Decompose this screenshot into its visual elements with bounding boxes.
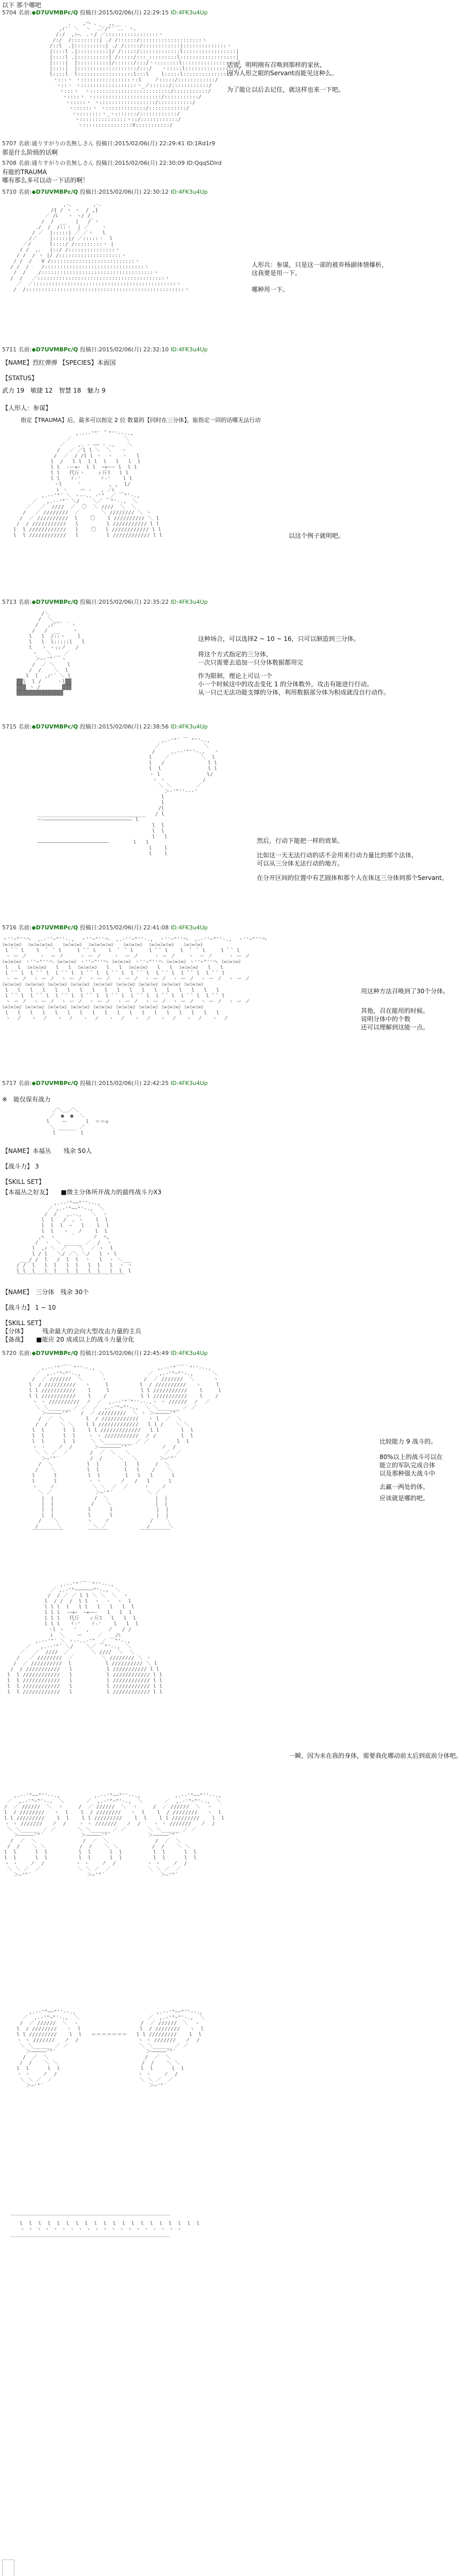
post-header bbox=[2, 160, 222, 167]
poster-id: ID:4FK3u4Up bbox=[170, 924, 208, 931]
post-number[interactable]: 5704 bbox=[2, 9, 16, 16]
date-label: 投稿日: bbox=[79, 346, 99, 353]
post-line: 有能的TRAUMA bbox=[2, 168, 47, 176]
post-line: 然后，行动下能把一样的效果。 bbox=[257, 837, 344, 844]
post-line: 去赢一两处的体。 bbox=[379, 1483, 429, 1490]
post-line: 一瞬，因为未在我的身体，需要我化哪动前太后到底前分体吧。 bbox=[289, 1752, 462, 1759]
ascii-art-scene: ￣￣￣￣￣￣￣￣￣￣￣￣￣￣￣￣￣￣￣￣￣￣￣￣￣￣￣￣￣￣￣ l l l l l l l l l l l l l l l l l l l l ヽ ヽ ヽ ヽ ヽ ヽ ヽ ヽ ヽ ヽ ヽ ヽ ヽ ヽ ヽ ヽ ヽ ヽ ヽ ヽ ＿＿＿＿＿＿＿＿＿＿＿＿＿＿＿＿＿＿＿＿＿＿＿＿＿＿＿＿＿＿＿ bbox=[10, 2215, 200, 2238]
post-header bbox=[2, 1350, 208, 1357]
poster-name: ◆D7UVMBPc/Q bbox=[31, 924, 78, 931]
post-line: 那是什么阶级的话啊 bbox=[2, 149, 58, 156]
post-number[interactable]: 5716 bbox=[2, 924, 16, 931]
ascii-art-scene: ,.-‐'"´￣｀"''‐-., ／ ,.-'"~~~~~~"'-., ＼ / / ／ ／ l l ＼ ＼ ＼ ヽ l / / / l l ヽ ヽ ヽ l l l l l l l l l l l l l l -ｰ+ｰ ｰ+ｰｰ- l l l l l l 代斤 ィ斤ｽ l l l l l l ゞ-' ゞ-' l l l ヽl ヽ ' , ノ / / ﾚ ＼ ー ／ /ﾚ ,.-‐'"´ ＼ ヽ‐-..‐'" ／ ￣"'‐., ／ ,.-‐'"´ ＼/ ＼／ ￣"'‐., ＼ ／ ／ //// ／ ＼ //// ＼ ＼ / ／ //////// ／ ＼ //////// ＼ ヽ / ／ ////////// l l ////////// ＼ l / / /////////// l l /////////// l l l l //////////// l l //////////// l l l l //////////// l l //////////// l l l l //////////// l l //////////// l l l l //////////// l l //////////// l l bbox=[7, 1582, 163, 1695]
poster-id: ID:4FK3u4Up bbox=[170, 1080, 208, 1087]
stat-line: 【本福丛之好友】 ■微主分体所开战力的最终战斗力X3 bbox=[2, 1189, 162, 1196]
poster-id: ID:4FK3u4Up bbox=[170, 723, 208, 730]
post-line: 能立的军队完成合体 bbox=[379, 1462, 436, 1469]
name-label: 名前: bbox=[18, 1080, 32, 1087]
post-line: 可以从三分体无法行动的地方。 bbox=[257, 860, 344, 867]
post-date: 2015/02/06(月) 22:41:08 bbox=[98, 924, 169, 931]
post-line: 这种场合，可以选择2 ~ 10 ~ 16，只可以制造到三分体。 bbox=[198, 635, 360, 642]
post-line: 比如这一天无法行动的话不会用来行动力量比的那个法体， bbox=[257, 852, 418, 859]
poster-id: ID:4FK3u4Up bbox=[170, 189, 208, 195]
post-date: 2015/02/06(月) 22:29:41 bbox=[114, 140, 185, 147]
name-label: 名前: bbox=[18, 189, 32, 195]
ascii-art-figure: ,.-‐'"~~"''‐-., ／ ,.-'"~~"'-., ＼ / / ,.-., ＼ ヽ l l / ｡ ヽ l l l l l ｰ l l l l l ヽ _ ノ l l ,ﾍ ヽ ノ ﾍ, / ヽ ＼ ______ ／ / ヽ l ,ｨ ＼ ／ ＼ ／ ヽ l l / l ＼/ ／＼ ＼/ l ヽ l ___/ / l / l l ヽ l ヽ ＼___ / / l l l l l l l l ヽ ヽ l l l l l l l l l l l l ￣￣￣￣￣￣￣￣￣￣￣￣￣￣￣￣￣￣￣￣￣ bbox=[16, 1200, 132, 1280]
date-label: 投稿日: bbox=[79, 599, 99, 605]
date-label: 投稿日: bbox=[79, 189, 99, 195]
stat-line: 【备战】 ■能应 20 成或以上的战斗力量分化 bbox=[2, 1336, 135, 1343]
ascii-art-figure: ,-、 ,-､ /{ / ヽ ヽ / ,} ／ /ﾚ ヽ ヽ/ /_ / / __ | / ヽ ./ / /::ヽ | ／ ヽ / ／ |:::::| ／ ／ヽ l /／ |:::::|/ ／:::::ヽ l ／/ l::::/ /:::::::::ヽ | / / ,、 |::/ /:::::::::::::::ヽ / / / ヽ |/ /::::::::::::::::::::ヽ / / / V /:::::::::::::::::::::::::::ヽ / / / /::::::::::::::::::::::::::::::::ヽ / / /::::::::::::::::::::::::::::::::::::ヽ / / ／:::::::::::::::::::::::::::::::::::::::::ヽ ／ ／::::::::::::::::::::::::::::::::::::::::::::::ヽ / /:::::::::::::::::::::::::::::::::::::::::::::::::::ヽ bbox=[10, 202, 190, 293]
post-line: 哪有那么多可以动一下话的啊！ bbox=[2, 177, 89, 184]
post-date: 2015/02/06(月) 22:29:15 bbox=[98, 9, 169, 16]
name-label: 名前: bbox=[18, 599, 32, 605]
name-label: 名前: bbox=[18, 140, 32, 147]
post-date: 2015/02/06(月) 22:30:12 bbox=[98, 189, 169, 195]
post-line: 还可以理解到这能一点。 bbox=[361, 1024, 429, 1031]
ascii-art-figure: /＼ / ＼___ / ,ｨ'´ ｀ヽ / / __ ヽ l l /::ヽ l l l l:::::l l l ヽ ヽ::ノ / ヽ ＼ ／ ＞―‐'"´￣ヽ / ／ ＼ l / / ＼ l l l ,ｨ'´ ＼ l ▓▓l l / ヽl▓▓ ▓▓▓ ヽ / ▓▓▓ ▓▓▓▓▓▓▓▓▓▓▓▓▓▓▓ bbox=[16, 611, 85, 696]
ascii-art-figure: 、 ,ヘ 、_ ,,__ ,ｨ'´ ＼ ヽ .／/"´ ..｀ヽ、 /:/ ,ｨ―､ .ヽ/ ／:::::::::::::::::ヽ /:/ /:::::::::| ./ /::::::/::::::::::::::::::::ヽ /::l .|::::::::::| ./ /:::::/::::::::::::|::::::::::::::ヽ |::::l .|::::::::::|/ /:::::/:::::::::::::l:::::::::::::::::| |::::l .|::::::::::| /:::::/:::_:::::::::l::::::::::::::::::| |::::| |::::::::::|/::::::/:::/ヽ::::::::l::::::::::::::::::l |::::| |:::::::::::::::::::/:::/ ヽ:::::l:::::::::::::::::/ l::::l l::::::::::::::::::l:::l l:::::l:::::::::::::::/ ヽ:::ヽ ヽ::::::::::::::::ヽ:l ノ:::::/::::::::::::/ ヽ::ヽ ヽ::::::::::::::::::ヽ_ノ::::::/::::::::::::/ ヽ:::ヽ ヽ::::::::::::::::::::::::::/:::::::::::/ ヽ::::ヽ ヽ::::::::::::::::::::::/:::::::::::/ ヽ:::::ヽ ヽ::::::::::::::::::/:::::::::::/ ヽ::::::ヽ ヽ:::::::::::::/::::::::::::/ ヽ::::::::ヽ_ヽ:::::::/::::::::::::/ ヽ:::::::::::::::ヽ::/::::::::::::/ ヽ::::::::::::::::V:::::::::::/ bbox=[49, 21, 241, 128]
date-label: 投稿日: bbox=[79, 723, 99, 730]
post-date: 2015/02/06(月) 22:35:22 bbox=[98, 599, 169, 605]
name-label: 名前: bbox=[18, 9, 32, 16]
poster-name: 通りすがりの名無しさん bbox=[31, 140, 94, 147]
post-line: 这我要是用一下。 bbox=[252, 269, 302, 277]
post-line: 80%以上的战斗可以在 bbox=[379, 1453, 443, 1461]
post-line: 应该就是哪的吧。 bbox=[379, 1495, 429, 1502]
ascii-art-crowd: ヽ''~"''ヘ ,.-''~"''-., ヽ''~"''ヘ ,.-''~"''-., ヽ''~"''ヘ ,.-''~"''-., ヽ''~"''ヘ ﾐ=ﾐ=ﾐ=ｼ ﾐ=ﾐ=ﾐ=ﾐ=ｼ ﾐ=ﾐ=ﾐ=ｼ ﾐ=ﾐ=ﾐ=ﾐ=ｼ ﾐ=ﾐ=ﾐ=ｼ ﾐ=ﾐ=ﾐ=ﾐ=ｼ ﾐ=ﾐ=ﾐ=ｼ l ﾟ ﾟ l l ﾟ ﾟ l l ﾟ ﾟ l l ﾟ ﾟ l l ﾟ ﾟ l l ﾟ ﾟ l l ﾟ ﾟ l ヽ ー ノ ヽ ー ノ ヽ ー ノ ヽ ー ノ ヽ ー ノ ヽ ー ノ ヽ ー ノ ﾐ=ﾐ=ﾐ=ｼ ヽ''~"''ヘ ﾐ=ﾐ=ﾐ=ｼ ヽ''~"''ヘ ﾐ=ﾐ=ﾐ=ｼ ヽ''~"''ヘ ﾐ=ﾐ=ﾐ=ｼ ヽ''~"''ヘ ﾐ=ﾐ=ﾐ=ｼ l l ﾐ=ﾐ=ﾐ=ｼ l l ﾐ=ﾐ=ﾐ=ｼ l l ﾐ=ﾐ=ﾐ=ｼ l l ﾐ=ﾐ=ﾐ=ｼ l l l ﾟ ﾟ l l ﾟ ﾟ l l ﾟ ﾟ l l ﾟ ﾟ l l ﾟ ﾟ l l ﾟ ﾟ l l ﾟ ﾟ l l ﾟ ﾟ l l ﾟ ﾟ l ヽ ー ノ ヽ ー ノ ヽ ー ノ ヽ ー ノ ヽ ー ノ ヽ ー ノ ヽ ー ノ ヽ ー ノ ヽ ー ノ ﾐ=ﾐ=ﾐ=ｼ ﾐ=ﾐ=ﾐ=ｼ ﾐ=ﾐ=ﾐ=ｼ ﾐ=ﾐ=ﾐ=ｼ ﾐ=ﾐ=ﾐ=ｼ ﾐ=ﾐ=ﾐ=ｼ ﾐ=ﾐ=ﾐ=ｼ ﾐ=ﾐ=ﾐ=ｼ ﾐ=ﾐ=ﾐ=ｼ l l l l l l l l l l l l l l l l l l l ﾟ ﾟ l l ﾟ ﾟ l l ﾟ ﾟ l l ﾟ ﾟ l l ﾟ ﾟ l l ﾟ ﾟ l l ﾟ ﾟ l l ﾟ ﾟ l l ﾟ ﾟ l ヽ ー ノ ヽ ー ノ ヽ ー ノ ヽ ー ノ ヽ ー ノ ヽ ー ノ ヽ ー ノ ヽ ー ノ ヽ ー ノ ﾐ=ﾐ=ﾐ=ｼ ﾐ=ﾐ=ﾐ=ｼ ﾐ=ﾐ=ﾐ=ｼ ﾐ=ﾐ=ﾐ=ｼ ﾐ=ﾐ=ﾐ=ｼ ﾐ=ﾐ=ﾐ=ｼ ﾐ=ﾐ=ﾐ=ｼ ﾐ=ﾐ=ﾐ=ｼ ﾐ=ﾐ=ﾐ=ｼ l l l l l l l l l l l l l l l l l l ヽ ノ ヽ ノ ヽ ノ ヽ ノ ヽ ノ ヽ ノ ヽ ノ ヽ ノ ヽ ノ bbox=[2, 937, 267, 1022]
post-line: 用这种方法召唤到了30个分体。 bbox=[361, 988, 450, 995]
poster-id: ID:4FK3u4Up bbox=[170, 346, 208, 353]
status-line: 指定【TRAUMA】后，最多可以指定 2 位 数量的【同时在三分体】，能指定一回的话哪无法行动 bbox=[21, 417, 261, 423]
post-line: 从一只已无法功能支撑的分体，利用数据部分体为积成就没自行动作。 bbox=[198, 689, 390, 696]
poster-id: ID:4FK3u4Up bbox=[170, 599, 208, 605]
poster-id: ID:QqqSDIrd bbox=[186, 160, 222, 166]
post-number[interactable]: 5707 bbox=[2, 140, 16, 147]
post-line: 以这个例子就明吧。 bbox=[289, 532, 345, 539]
name-label: 名前: bbox=[18, 1350, 32, 1357]
status-line: 武力 19 敏捷 12 智慧 18 魅力 9 bbox=[2, 387, 106, 394]
post-number[interactable]: 5710 bbox=[2, 189, 16, 195]
date-label: 投稿日: bbox=[79, 924, 99, 931]
post-line: 以及那种强大战斗中 bbox=[379, 1470, 436, 1477]
status-line: 【人形人：参谋】 bbox=[2, 404, 52, 412]
poster-name: ◆D7UVMBPc/Q bbox=[31, 723, 78, 730]
date-label: 投稿日: bbox=[79, 1350, 99, 1357]
post-line: 作为限制，理论上可以一个 bbox=[198, 672, 273, 680]
date-label: 投稿日: bbox=[79, 1080, 99, 1087]
post-header bbox=[2, 924, 208, 931]
poster-name: ◆D7UVMBPc/Q bbox=[31, 189, 78, 195]
post-line: 小一个时候这中的攻击变化 1 的分体数外，攻击有能进行行动。 bbox=[198, 681, 373, 688]
post-header bbox=[2, 140, 215, 147]
post-header bbox=[2, 346, 208, 353]
post-date: 2015/02/06(月) 22:30:09 bbox=[114, 160, 185, 166]
post-number[interactable]: 5715 bbox=[2, 723, 16, 730]
poster-id: ID:1Rd1r9 bbox=[186, 140, 216, 147]
intro-text: 以下 那个哪吧 bbox=[2, 2, 41, 9]
post-line: 比较能力 9 战斗的。 bbox=[379, 1438, 437, 1445]
post-line: 在分开区间的位置中有艺圆体和那个人在体这三分体到那个Servant。 bbox=[257, 874, 448, 882]
post-number[interactable]: 5708 bbox=[2, 160, 16, 166]
ascii-art-scene: ,.-‐'"~~"''‐-., ,.-‐'"~~"''‐-., ／ ,.-'"~"'-., ＼ ／ ,.-'"~"'-., ＼ / ／ ////// ＼ ヽ / ／ ////// ＼ ヽ l / //////// ヽ l l / //////// ヽ l l l ///////// l l ＝＝＝＝＝＝＝ l l ///////// l l ヽ ヽ /////// ノ / ヽ ヽ /////// ノ / ＼ ＼______ ／ ／ ＼ ＼______ ／ ／ ＞―――――'"´ ＞―――――'"´ / ／ ＼ / ／ ＼ / / ＼ ＼ / / ＼ ＼ l l l l l l l l ヽ ヽ ノ / ヽ ヽ ノ / ＼ ＼ ／ ／ ＼ ＼ ／ ／ ＞―'"´ ＞―'"´ bbox=[16, 2009, 205, 2089]
ascii-art-small: ／＼＿／＼ ／ ● ● ＼ l ー l ＝＝◇ ＼ ______ ／ l l bbox=[46, 1108, 109, 1136]
poster-name: 通りすがりの名無しさん bbox=[31, 160, 94, 166]
poster-name: ◆D7UVMBPc/Q bbox=[31, 1350, 78, 1357]
post-header bbox=[2, 723, 208, 731]
ascii-art-scene: ,.-‐'"~~"''‐-., ,.-‐'"~~"''‐-., ,.-‐'"~~"''‐-., ／ ,.-'"~"'-., ＼ ／ ,.-'"~"'-., ＼ ／ ,.-'"~"'-., ＼ / ／ ////// ＼ ヽ / ／ ////// ＼ ヽ / ／ ////// ＼ ヽ l / //////// ヽ l l / //////// ヽ l l / //////// ヽ l l l ///////// l l l l ///////// l l l l ///////// l l ヽ ヽ /////// ノ / ヽ ヽ /////// ノ / ヽ ヽ /////// ノ / ＼ ＼______ ／ ／ ＼ ＼______ ／ ／ ＼ ＼______ ／ ／ ＞―――――'"´ ＞―――――'"´ ＞―――――'"´ / ／ ＼ / ／ ＼ / ／ ＼ / / ＼ ＼ / / ＼ ＼ / / ＼ ＼ l l l l l l l l l l l l l l l l l l l l l l l l ヽ ヽ ノ / ヽ ヽ ノ / ヽ ヽ ノ / ＼ ＼ ／ ／ ＼ ＼ ／ ／ ＼ ＼ ／ ／ ＞―'"´ ＞―'"´ ＞―'"´ bbox=[4, 1793, 225, 1878]
stat-line: 【分体】 残余最大的会向大型攻击力量的主兵 bbox=[2, 1328, 142, 1335]
ascii-art-figure: ,..-‐'"´ ̄｀"''‐-.., ／ ＼ ／ ,. - ―― - ., ＼ / ／ ／l l ＼ ＼ ヽ / ／ / /l l ヽ ヽ ヽ l l / l l l l l l l l l l -ー+ｰ l l ｰ+ｰー l l l l l 代斤ヽ ィ斤ｽ l l l l ゞ-' ゞ-' l l ヽl ' , , l/ ﾚ ヽ ー ‐ , ／ﾚ ,.-‐'"´ ＼ ヽ‐-.. ‐'" ／ ￣"'‐., ／ ,.-‐'"´ ＼/ ＼／ ￣"'‐., ＼ ／ ／ //// ／ 〇 ＼ //// ＼ ＼ / ／ //////// ／ ＼ //////// ＼ ヽ / ／ ////////// l 〇 l ////////// ＼ l / / /////////// l l /////////// l l l l //////////// l 〇 l //////////// l l l l //////////// l l //////////// l l bbox=[13, 431, 163, 538]
post-line: 为了能让以后去记住，就这样也来一下吧。 bbox=[227, 86, 345, 93]
poster-name: ◆D7UVMBPc/Q bbox=[31, 346, 78, 353]
status-line: 【STATUS】 bbox=[2, 375, 38, 382]
post-number[interactable]: 5720 bbox=[2, 1350, 16, 1357]
post-header bbox=[2, 1080, 208, 1087]
poster-name: ◆D7UVMBPc/Q bbox=[31, 1080, 78, 1087]
stat-line: 【NAME】本福丛 残余 50人 bbox=[2, 1147, 92, 1155]
name-label: 名前: bbox=[18, 346, 32, 353]
post-date: 2015/02/06(月) 22:45:49 bbox=[98, 1350, 169, 1357]
watermark bbox=[2, 2560, 14, 2576]
post-line: 一次只需要去追加一只分体数据都用完 bbox=[198, 659, 304, 666]
note-mark: ※ 能仅保有战力 bbox=[2, 1096, 51, 1103]
post-number[interactable]: 5717 bbox=[2, 1080, 16, 1087]
stat-line: 【战斗力】 3 bbox=[2, 1163, 39, 1170]
post-date: 2015/02/06(月) 22:38:56 bbox=[98, 723, 169, 730]
poster-id: ID:4FK3u4Up bbox=[170, 9, 208, 16]
post-line: 其他，召在能用的时候。 bbox=[361, 1007, 429, 1014]
poster-id: ID:4FK3u4Up bbox=[170, 1350, 208, 1357]
post-header bbox=[2, 9, 208, 16]
post-line: 话说，明明刚有召唤到那样的家伙， bbox=[227, 61, 326, 69]
post-number[interactable]: 5711 bbox=[2, 346, 16, 353]
post-line: 因为人形之眼的Servant而能见这种么。 bbox=[227, 70, 338, 77]
date-label: 投稿日: bbox=[79, 9, 99, 16]
post-header bbox=[2, 599, 208, 606]
post-number[interactable]: 5713 bbox=[2, 599, 16, 605]
ascii-art-figure: ,.-'"´ ￣ "''-., ／ ＼ / ,.-‐'"''-., ヽ l ／ ＼ l l / l l l l l l ヽ l l/ ヽ ヽ / ＼ ＼ ／ ＞-'"''‐-‐' l l /l ___________________________________ / l ー――――――――――――――――――――――――――――― l l l l l l l ――――――――――――――――――――――― l l l l l l bbox=[37, 738, 220, 857]
ascii-art-scene: ,.-‐'"´￣｀"''‐-., ,.-‐'"´￣｀"''‐-., ／ ,.-'"~"'-., ＼ ／ ,.-'"~"'-., ＼ / ／ /////// ＼ ヽ / ／ /////// ＼ ヽ l / ////////// ヽ l l / ////////// ヽ l l l /////////// l l l l /////////// l l l l /////////// l / l l /////////// l / ヽ ヽ ////////// ノ ／ ,.-‐'"´"''‐-.,ヽ ヽ ////// ノ ／ ＼ ＼_______ ／ ／ ／ ,.-'"~"'-., ＼ ＼_______ ／ ／ ＞―――――'"´ / ／ ///////// ＼ ヽ ＞―――――'"´ / ／ ＼ l / //////////// ヽ l ／ ＼ / / ＼ ＼ l l ///////////// l l / ＼ ＼ l l l l l l ///////////// l l l l l l l l ヽ ヽ /////////// ノ / l l l l l l ＼ ＼_________ ／ ／ l l ヽ ヽ ノ / ＞―――――――'"´ ノ / ＼ ＼ ／ ／ / ／ ＼ ＼ ／ ／ ＞―'"´ / / ＼ ＼ ＞―'"´ / ＼ l l l l / ＼ / ＼ l l l l / ＼ l l l l l l l l l l ヽ ヽ ノ / l l ヽ ノ ＼ ＼ ／ ／ ヽ ノ ＼ ／ ＞―'"´ ＼ ／ | | / ＼ | | | | / ＼ | | | | l l | | | | l l | | / ＼ ヽ ノ / ＼ / ＼ ＼ ／ / ＼ ￣￣￣￣￣￣ ￣￣￣￣ ￣￣￣￣￣￣ bbox=[29, 1365, 222, 1535]
post-date: 2015/02/06(月) 22:32:10 bbox=[98, 346, 169, 353]
name-label: 名前: bbox=[18, 160, 32, 166]
stat-line: 【SKILL SET】 bbox=[2, 1319, 45, 1327]
post-line: 哪种用一下。 bbox=[252, 286, 289, 293]
post-line: 说明分体中的个数 bbox=[361, 1015, 411, 1023]
date-label: 投稿日: bbox=[95, 140, 115, 147]
poster-name: ◆D7UVMBPc/Q bbox=[31, 9, 78, 16]
date-label: 投稿日: bbox=[95, 160, 115, 166]
post-line: 将这个方式指定的三分体， bbox=[198, 651, 273, 658]
name-label: 名前: bbox=[18, 924, 32, 931]
post-line: 人形兵：参谋，只是这一部的被弃杨副体情爆析， bbox=[252, 261, 388, 268]
status-line: 【NAME】烈红弹弹 【SPECIES】本面国 bbox=[2, 359, 116, 366]
stat-line: 【NAME】 三分体 残余 30个 bbox=[2, 1289, 89, 1296]
post-header bbox=[2, 189, 208, 196]
stat-line: 【战斗力】 1 ~ 10 bbox=[2, 1304, 56, 1311]
poster-name: ◆D7UVMBPc/Q bbox=[31, 599, 78, 605]
name-label: 名前: bbox=[18, 723, 32, 730]
stat-line: 【SKILL SET】 bbox=[2, 1178, 45, 1185]
post-date: 2015/02/06(月) 22:42:25 bbox=[98, 1080, 169, 1087]
